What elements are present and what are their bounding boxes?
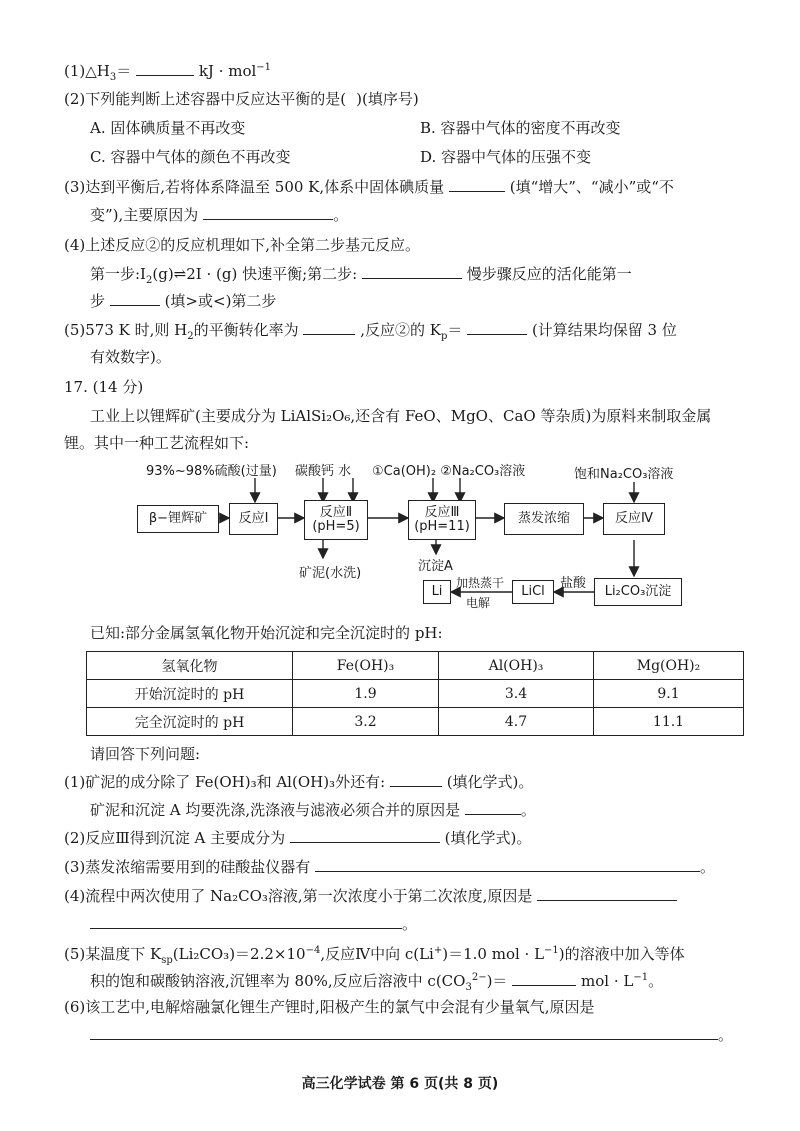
- answer-blank[interactable]: [315, 857, 700, 872]
- answer-blank[interactable]: [90, 914, 402, 929]
- option-c: C. 容器中气体的颜色不再改变: [90, 148, 291, 166]
- answer-blank[interactable]: [537, 886, 677, 901]
- flow-output-precipitate-a: 沉淀A: [418, 559, 453, 574]
- flow-box-li: Li: [423, 580, 451, 604]
- q17-part2: (2)反应Ⅲ得到沉淀 A 主要成分为 (填化学式)。: [64, 829, 532, 847]
- q16-part2: (2)下列能判断上述容器中反应达平衡的是( )(填序号): [64, 90, 419, 108]
- q16-part4-step2: 步 (填>或<)第二步: [90, 292, 277, 310]
- q16-part1: $(1)\triangle H_3=$ kJ · mol$^{-1}$: [64, 62, 272, 83]
- q17-header: 17. (14 分): [64, 378, 144, 396]
- q17-part6: (6)该工艺中,电解熔融氯化锂生产锂时,阳极产生的氯气中会混有少量氧气,原因是: [64, 998, 595, 1016]
- flow-label-hcl: 盐酸: [560, 576, 587, 591]
- answer-blank[interactable]: [465, 800, 521, 815]
- q17-intro: 工业上以锂辉矿(主要成分为 LiAlSi₂O₆,还含有 FeO、MgO、CaO 等杂质)为原料来制取金属: [90, 407, 712, 425]
- flow-box-ore: β−锂辉矿: [137, 505, 219, 533]
- option-b: B. 容器中气体的密度不再改变: [420, 119, 621, 137]
- flow-box-licl: LiCl: [512, 580, 554, 604]
- table-cell: 11.1: [594, 708, 744, 736]
- q16-part3: (3)达到平衡后,若将体系降温至 500 K,体系中固体碘质量 (填“增大”、“减小”或“不: [64, 178, 674, 196]
- q17-part1: (1)矿泥的成分除了 Fe(OH)₃和 Al(OH)₃外还有: (填化学式)。: [64, 773, 534, 791]
- flow-input-caco3: 碳酸钙 水: [295, 464, 352, 479]
- table-cell: 4.7: [439, 708, 594, 736]
- answer-blank[interactable]: [512, 971, 576, 986]
- flow-label-electrolysis: 电解: [466, 596, 491, 610]
- table-row: [87, 680, 744, 708]
- q17-part5-cont: 积的饱和碳酸钠溶液,沉锂率为 80%,反应后溶液中 $c(CO_3^{2-})=$ mol · $L^{-1}$。: [90, 972, 664, 993]
- q16-part3-cont: 变”),主要原因为 。: [90, 206, 349, 224]
- flow-box-reaction1: 反应Ⅰ: [229, 503, 278, 535]
- answer-blank[interactable]: [390, 772, 442, 787]
- flow-box-reaction2: 反应Ⅱ (pH=5): [304, 500, 368, 540]
- option-d: D. 容器中气体的压强不变: [420, 148, 592, 166]
- q17-part4-cont: 。: [90, 914, 417, 934]
- flow-box-evaporate: 蒸发浓缩: [504, 503, 584, 535]
- q16-part4: (4)上述反应②的反应机理如下,补全第二步基元反应。: [64, 236, 421, 254]
- answer-blank[interactable]: [290, 828, 440, 843]
- table-cell: 开始沉淀时的 pH: [87, 680, 293, 708]
- known-line: 已知:部分金属氢氧化物开始沉淀和完全沉淀时的 pH:: [90, 624, 443, 642]
- table-header-row: [87, 652, 744, 680]
- flow-input-na2co3: 饱和Na₂CO₃溶液: [574, 467, 674, 482]
- answer-blank[interactable]: [90, 1025, 718, 1040]
- q16-part5: (5)573 K 时,则 $H_2$的平衡转化率为 ,反应②的 $K_p=$ (计算结果均保留 3 位: [64, 321, 677, 342]
- table-header: Al(OH)₃: [439, 652, 594, 680]
- ask-line: 请回答下列问题:: [90, 745, 201, 763]
- table-cell: 1.9: [293, 680, 439, 708]
- flow-input-reagents: ①Ca(OH)₂ ②Na₂CO₃溶液: [372, 464, 526, 479]
- q16-part4-step1: 第一步$:I_2(g)\rightleftharpoons 2I \cdot (g)$ 快速平衡;第二步: 慢步骤反应的活化能第一: [90, 265, 632, 286]
- option-a: A. 固体碘质量不再改变: [90, 119, 246, 137]
- flow-box-reaction4: 反应Ⅳ: [603, 503, 665, 535]
- table-cell: 完全沉淀时的 pH: [87, 708, 293, 736]
- q17-part4: (4)流程中两次使用了 Na₂CO₃溶液,第一次浓度小于第二次浓度,原因是: [64, 886, 677, 906]
- q17-intro-cont: 锂。其中一种工艺流程如下:: [64, 434, 250, 452]
- ph-table: [86, 651, 744, 736]
- flow-label-heat-dry: 加热蒸干: [456, 576, 505, 590]
- q17-part6-cont: 。: [90, 1025, 733, 1045]
- flow-box-li2co3: Li₂CO₃沉淀: [594, 578, 682, 606]
- page-footer: 高三化学试卷 第 6 页(共 8 页): [301, 1076, 499, 1092]
- table-header: Mg(OH)₂: [594, 652, 744, 680]
- flow-box-reaction3: 反应Ⅲ (pH=11): [408, 500, 476, 540]
- table-header: Fe(OH)₃: [293, 652, 439, 680]
- table-row: [87, 708, 744, 736]
- table-header: 氢氧化物: [87, 652, 293, 680]
- q16-part5-cont: 有效数字)。: [90, 348, 171, 366]
- table-cell: 3.4: [439, 680, 594, 708]
- flow-output-mud: 矿泥(水洗): [299, 566, 362, 581]
- table-cell: 3.2: [293, 708, 439, 736]
- table-cell: 9.1: [594, 680, 744, 708]
- q17-part1-cont: 矿泥和沉淀 A 均要洗涤,洗涤液与滤液必须合并的原因是 。: [90, 801, 536, 819]
- q17-part5: (5)某温度下 $K_{sp}(Li_2CO_3)=2.2\times 10^{-4}$,反应Ⅳ中向 c(Li+)＝1.0 mol · $L^{-1}$)的溶液中加入等体: [64, 945, 685, 966]
- flow-input-acid: 93%~98%硫酸(过量): [146, 464, 277, 479]
- q17-part3: (3)蒸发浓缩需要用到的硅酸盐仪器有 。: [64, 858, 716, 876]
